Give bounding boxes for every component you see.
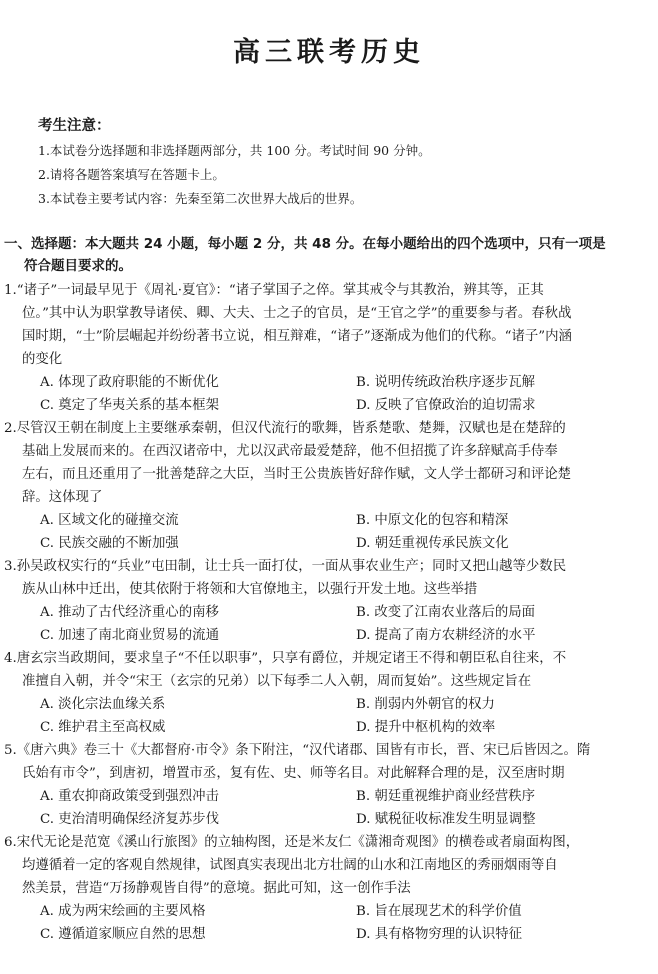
question-4 xyxy=(4,647,654,739)
section-heading xyxy=(4,233,652,277)
option-d[interactable]: D. 赋税征收标准发生明显调整 xyxy=(356,812,536,827)
question-2 xyxy=(4,417,654,555)
option-d[interactable]: D. 具有格物穷理的认识特征 xyxy=(356,927,523,942)
options xyxy=(4,601,654,647)
option-b[interactable]: B. 朝廷重视维护商业经营秩序 xyxy=(356,789,536,804)
stem-line: 3.孙吴政权实行的“兵业”屯田制，让士兵一面打仗，一面从事农业生产；同时又把山越等少数民 xyxy=(4,559,567,574)
option-a[interactable]: A. 淡化宗法血缘关系 xyxy=(40,697,166,712)
notice-heading: 考生注意： xyxy=(38,118,111,134)
option-c[interactable]: C. 遵循道家顺应自然的思想 xyxy=(40,927,206,942)
stem-line: 6.宋代无论是范宽《溪山行旅图》的立轴构图，还是米友仁《潇湘奇观图》的横卷或者扇面构图， xyxy=(4,835,580,850)
stem-line: 族从山林中迁出，使其依附于将领和大官僚地主，以强行开发土地。这些举措 xyxy=(22,582,478,597)
option-a[interactable]: A. 体现了政府职能的不断优化 xyxy=(40,375,219,390)
option-c[interactable]: C. 吏治清明确保经济复苏步伐 xyxy=(40,812,219,827)
stem-line: 1.“诸子”一词最早见于《周礼·夏官》：“诸子掌国子之倅。掌其戒令与其教治，辨其等，正其 xyxy=(4,283,544,298)
question-stem xyxy=(4,279,654,371)
option-b[interactable]: B. 中原文化的包容和精深 xyxy=(356,513,509,528)
stem-line: 准擅自入朝，并令“宋王（玄宗的兄弟）以下每季二人入朝，周而复始”。这些规定旨在 xyxy=(22,674,532,689)
stem-line: 2.尽管汉王朝在制度上主要继承秦朝，但汉代流行的歌舞，皆系楚歌、楚舞，汉赋也是在楚辞的 xyxy=(4,421,566,436)
option-c[interactable]: C. 维护君主至高权威 xyxy=(40,720,166,735)
option-a[interactable]: A. 推动了古代经济重心的南移 xyxy=(40,605,219,620)
question-stem xyxy=(4,555,654,601)
option-b[interactable]: B. 削弱内外朝官的权力 xyxy=(356,697,495,712)
option-c[interactable]: C. 加速了南北商业贸易的流通 xyxy=(40,628,219,643)
option-b[interactable]: B. 改变了江南农业落后的局面 xyxy=(356,605,536,620)
option-a[interactable]: A. 成为两宋绘画的主要风格 xyxy=(40,904,206,919)
option-d[interactable]: D. 提高了南方农耕经济的水平 xyxy=(356,628,536,643)
option-a[interactable]: A. 区域文化的碰撞交流 xyxy=(40,513,179,528)
question-5 xyxy=(4,739,654,831)
stem-line: 4.唐玄宗当政期间，要求皇子“不任以职事”，只享有爵位，并规定诸王不得和朝臣私自往来，不 xyxy=(4,651,567,666)
option-a[interactable]: A. 重农抑商政策受到强烈冲击 xyxy=(40,789,219,804)
stem-line: 左右，而且还重用了一批善楚辞之大臣，当时王公贵族皆好辞作赋，文人学士都研习和评论楚 xyxy=(22,467,572,482)
notice-item: 1.本试卷分选择题和非选择题两部分，共 100 分。考试时间 90 分钟。 xyxy=(38,143,431,158)
question-1 xyxy=(4,279,654,417)
question-3 xyxy=(4,555,654,647)
options xyxy=(4,785,654,831)
section-heading-line: 符合题目要求的。 xyxy=(24,258,132,274)
option-d[interactable]: D. 反映了官僚政治的迫切需求 xyxy=(356,398,536,413)
question-stem xyxy=(4,739,654,785)
stem-line: 的变化 xyxy=(22,352,63,367)
stem-line: 5.《唐六典》卷三十《大都督府·市令》条下附注，“汉代诸郡、国皆有市长，晋、宋已后皆因之。隋 xyxy=(4,743,591,758)
stem-line: 基础上发展而来的。在西汉诸帝中，尤以汉武帝最爱楚辞，他不但招揽了许多辞赋高手侍奉 xyxy=(22,444,558,459)
notice-item: 3.本试卷主要考试内容：先秦至第二次世界大战后的世界。 xyxy=(38,191,363,206)
question-stem xyxy=(4,647,654,693)
question-stem xyxy=(4,831,654,900)
options xyxy=(4,509,654,555)
page-title: 高三联考历史 xyxy=(233,37,425,68)
stem-line: 国时期，“士”阶层崛起并纷纷著书立说，相互辩难，“诸子”逐渐成为他们的代称。“诸子”内涵 xyxy=(22,329,572,344)
question-6 xyxy=(4,831,654,946)
notice-item: 2.请将各题答案填写在答题卡上。 xyxy=(38,167,225,182)
option-b[interactable]: B. 旨在展现艺术的科学价值 xyxy=(356,904,522,919)
stem-line: 然美景，营造“万扬静观皆自得”的意境。据此可知，这一创作手法 xyxy=(22,881,411,896)
options xyxy=(4,693,654,739)
section-heading-line: 一、选择题：本大题共 24 小题，每小题 2 分，共 48 分。在每小题给出的四个选项中，只有一项是 xyxy=(4,236,606,252)
option-d[interactable]: D. 朝廷重视传承民族文化 xyxy=(356,536,509,551)
stem-line: 氏始有市令”，到唐初，增置市丞，复有佐、史、师等名目。对此解释合理的是，汉至唐时期 xyxy=(22,766,565,781)
stem-line: 辞。这体现了 xyxy=(22,490,103,505)
option-c[interactable]: C. 民族交融的不断加强 xyxy=(40,536,179,551)
option-d[interactable]: D. 提升中枢机构的效率 xyxy=(356,720,496,735)
option-c[interactable]: C. 奠定了华夷关系的基本框架 xyxy=(40,398,219,413)
options xyxy=(4,371,654,417)
option-b[interactable]: B. 说明传统政治秩序逐步瓦解 xyxy=(356,375,536,390)
options xyxy=(4,900,654,946)
stem-line: 均遵循着一定的客观自然规律，试图真实表现出北方壮阔的山水和江南地区的秀丽烟雨等自 xyxy=(22,858,558,873)
stem-line: 位。”其中认为职掌教导诸侯、卿、大夫、士之子的官员，是“王官之学”的重要参与者。春秋战 xyxy=(22,306,572,321)
question-stem xyxy=(4,417,654,509)
